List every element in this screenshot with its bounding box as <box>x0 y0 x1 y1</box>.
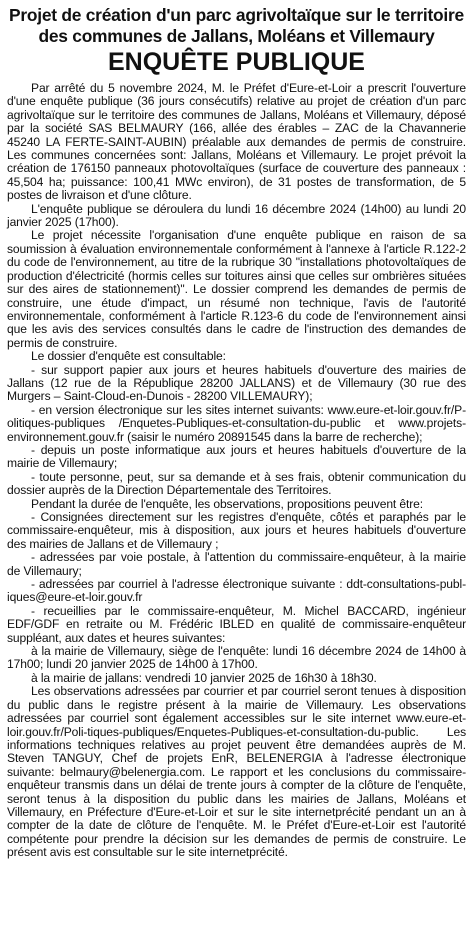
paragraph-permanence-jallans: à la mairie de jallans: vendredi 10 janvier 2025 de 16h30 à 18h30. <box>31 670 377 685</box>
paragraph-conclusion: Les observations adressées par courrier et par courriel seront tenues à disposition du public dans le registre présent à la mairie de Villemaury. Les observations adressées par courriel sont également accessibles sur le site internet www.eure-et-loir.gouv.fr/Poli-tiques-publiques/Enquetes-Publiques-et-consultation-du-public. Les informations techniques relatives au projet peuvent être demandées auprès de M. Steven TANGUY, Chef de projets EnR, BELENERGIA à l'adresse électronique suivante: belmaury@belenergia.com. Le rapport et les conclusions du commissaire-enquêteur transmis dans un délai de trente jours à compter de la clôture de l'enquête, seront tenus à la disposition du public dans les mairies de Jallans, Moléans et Villemaury, en Préfecture d'Eure-et-Loir et sur le site internetprécité pendant un an à compter de la date de clôture de l'enquête. M. le Préfet d'Eure-et-Loir est l'autorité compétente pour prendre la décision sur les demandes de permis de construire. Le présent avis est consultable sur le site internetprécité. <box>7 684 466 860</box>
paragraph-evaluation: Le projet nécessite l'organisation d'une enquête publique en raison de sa soumission à évaluation environnementale conformément à l'annexe à l'article R.122-2 du code de l'environnement, au titre de la rubrique 30 "installations photovoltaïques de production d'électricité (hormis celles sur toitures ainsi que celles sur ombrières situées sur des aires de stationnement)". Le dossier comprend les demandes de permis de construire, une étude d'impact, un résumé non technique, l'avis de l'autorité environnementale, conformément à l'article R.123-6 du code de l'environnement ainsi que les avis des services consultés dans le cadre de l'instruction des demandes de permis de construire. <box>7 228 466 350</box>
notice-title: Projet de création d'un parc agrivoltaïque sur le territoire des communes de Jallans, Moléans et Villemaury <box>9 5 464 46</box>
paragraph-version-electronique: - en version électronique sur les sites internet suivants: www.eure-et-loir.gouv.fr/P-olitiques-publiques /Enquetes-Publiques-et-consultation-du-public et www.projets-environnement.gouv.fr (saisir le numéro 20891545 dans la barre de recherche); <box>7 402 466 444</box>
paragraph-dates: L'enquête publique se déroulera du lundi 16 décembre 2024 (14h00) au lundi 20 janvier 2025 (17h00). <box>7 201 466 230</box>
paragraph-communication: - toute personne, peut, sur sa demande et à ses frais, obtenir communication du dossier auprès de la Direction Départementale des Territoires. <box>7 469 466 498</box>
paragraph-support-papier: - sur support papier aux jours et heures habituels d'ouverture des mairies de Jallans (12 rue de la République 28200 JALLANS) et de Villemaury (30 rue des Murgers – Saint-Cloud-en-Dunois - 28200 VILLEMAURY); <box>7 362 466 404</box>
paragraph-dossier-intro: Le dossier d'enquête est consultable: <box>31 349 226 364</box>
paragraph-courriel: - adressées par courriel à l'adresse électronique suivante : ddt-consultations-publ-iques@eure-et-loir.gouv.fr <box>7 577 466 605</box>
paragraph-poste-informatique: - depuis un poste informatique aux jours et heures habituels d'ouverture de la mairie de Villemaury; <box>7 442 466 471</box>
paragraph-observations-intro: Pendant la durée de l'enquête, les observations, propositions peuvent être: <box>31 496 424 511</box>
notice-subtitle: ENQUÊTE PUBLIQUE <box>108 48 365 76</box>
paragraph-commissaire: - recueillies par le commissaire-enquêteur, M. Michel BACCARD, ingénieur EDF/GDF en retraite ou M. Frédéric IBLED en qualité de commissaire-enquêteur suppléant, aux dates et heures suivantes: <box>7 603 466 645</box>
notice-body <box>7 82 466 860</box>
paragraph-registres: - Consignées directement sur les registres d'enquête, côtés et paraphés par le commissaire-enquêteur, mis à disposition, aux jours et heures habituels d'ouverture des mairies de Jallans et de Villemaury ; <box>7 510 466 551</box>
paragraph-permanence-villemaury: à la mairie de Villemaury, siège de l'enquête: lundi 16 décembre 2024 de 14h00 à 17h00; lundi 20 janvier 2025 de 14h00 à 17h00. <box>7 644 466 672</box>
paragraph-arrete: Par arrêté du 5 novembre 2024, M. le Préfet d'Eure-et-Loir a prescrit l'ouverture d'une enquête publique (36 jours consécutifs) relative au projet de création d'un parc agrivoltaïque sur le territoire des communes de Jallans, Moléans et Villemaury, déposé par la société SAS BELMAURY (166, allée des érables – ZAC de la Chavannerie 45240 LA FERTE-SAINT-AUBIN) préalable aux demandes de permis de construire. Les communes concernées sont: Jallans, Moléans et Villemaury. Le projet prévoit la création de 176150 panneaux photovoltaïques (surface de couverture des panneaux : 45,504 ha; puissance: 100,41 MWc environ), de 31 postes de transformation, de 5 postes de livraison et d'une clôture. <box>7 81 466 203</box>
paragraph-voie-postale: - adressées par voie postale, à l'attention du commissaire-enquêteur, à la mairie de Villemaury; <box>7 550 466 578</box>
